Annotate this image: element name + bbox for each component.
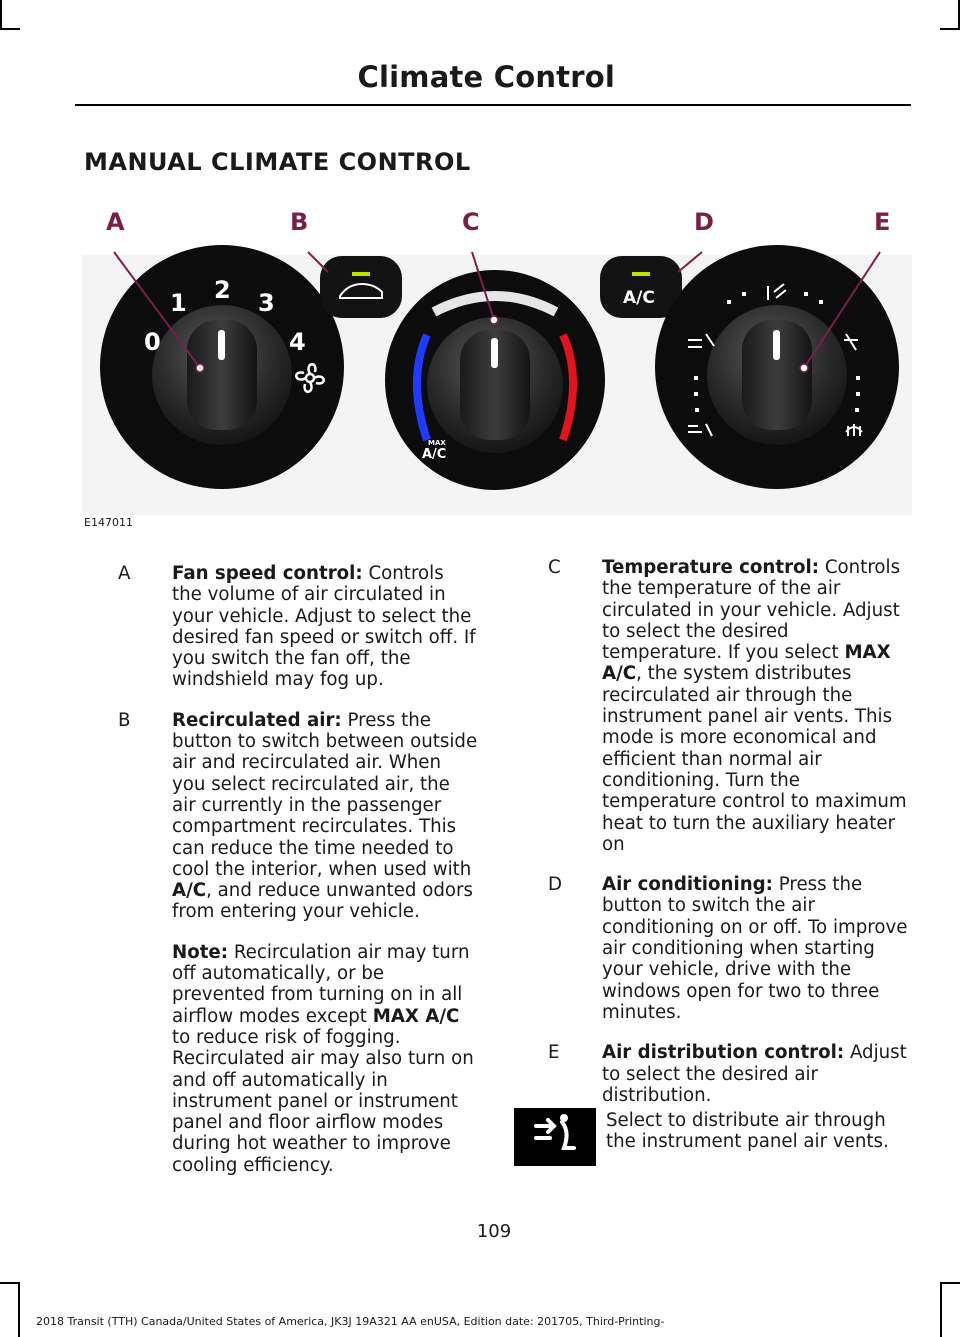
item-letter: C <box>548 557 561 578</box>
callout-d: D <box>694 208 714 236</box>
item-letter: A <box>118 563 131 584</box>
panel-vent-icon <box>514 1108 596 1166</box>
list-item: B Recirculated air: Press the button to switch between outside air and recirculated air. When you select recirculated air, the air currently in the passenger compartment recirculates. This can reduce the time needed to cool the interior, when used with A/C, and reduce unwanted odors from entering your vehicle. <box>118 709 478 923</box>
max-label: MAX <box>428 439 446 447</box>
list-item: A Fan speed control: Controls the volume of air circulated in your vehicle. Adjust to select the desired fan speed or switch off. If you switch the fan off, the windshield may fog up. <box>118 563 476 691</box>
callout-a: A <box>106 208 125 236</box>
fan-number-0: 0 <box>144 328 161 356</box>
recirculated-air-button <box>320 256 402 318</box>
footer-text: 2018 Transit (TTH) Canada/United States of America, JK3J 19A321 AA enUSA, Edition date: 201705, Third-Printing- <box>36 1315 665 1328</box>
callout-e: E <box>874 208 891 236</box>
fan-number-4: 4 <box>289 328 306 356</box>
callout-c: C <box>462 208 480 236</box>
item-letter: D <box>548 874 563 896</box>
crop-mark <box>18 1282 20 1337</box>
note: Note: Recirculation air may turn off automatically, or be prevented from turning on in all airflow modes except MAX A/C to reduce risk of fogging. Recirculated air may also turn on and off automatically in instrument panel or instrument panel and floor airflow modes during hot weather to improve cooling efficiency. <box>172 941 474 1176</box>
right-column <box>548 557 908 1125</box>
list-item: D Air conditioning: Press the button to switch the air conditioning on or off. To improve air conditioning when starting your vehicle, drive with the windows open for two to three minutes. <box>548 874 908 1023</box>
fan-number-3: 3 <box>258 289 275 317</box>
temperature-dial <box>385 270 605 490</box>
crop-mark <box>0 0 2 30</box>
page-number: 109 <box>476 1221 512 1242</box>
ac-button-label: A/C <box>623 288 655 308</box>
crop-mark <box>940 1282 942 1337</box>
crop-mark <box>0 28 20 30</box>
air-distribution-dial <box>655 245 899 489</box>
item-letter: B <box>118 709 131 731</box>
climate-control-figure <box>82 200 912 530</box>
air-conditioning-button <box>600 256 682 318</box>
crop-mark <box>0 1282 20 1284</box>
item-letter: E <box>548 1042 560 1064</box>
max-ac-label: A/C <box>422 447 447 462</box>
section-title: MANUAL CLIMATE CONTROL <box>84 148 471 176</box>
left-column <box>118 563 478 1176</box>
crop-mark <box>940 28 960 30</box>
list-item: C Temperature control: Controls the temperature of the air circulated in your vehicle. Adjust to select the desired temperature. If you select MAX A/C, the system distributes recirculated air through the instrument panel air vents. This mode is more economical and efficient than normal air conditioning. Turn the temperature control to maximum heat to turn the auxiliary heater on <box>548 557 907 855</box>
panel-vent-caption: Select to distribute air through the instrument panel air vents. <box>606 1110 889 1153</box>
crop-mark <box>940 1282 960 1284</box>
callout-b: B <box>290 208 309 236</box>
page-header-title: Climate Control <box>357 60 615 94</box>
fan-number-1: 1 <box>170 289 187 317</box>
figure-id: E147011 <box>84 516 133 529</box>
fan-number-2: 2 <box>214 276 231 304</box>
list-item: E Air distribution control: Adjust to select the desired air distribution. <box>548 1042 907 1106</box>
header-divider <box>75 104 911 106</box>
